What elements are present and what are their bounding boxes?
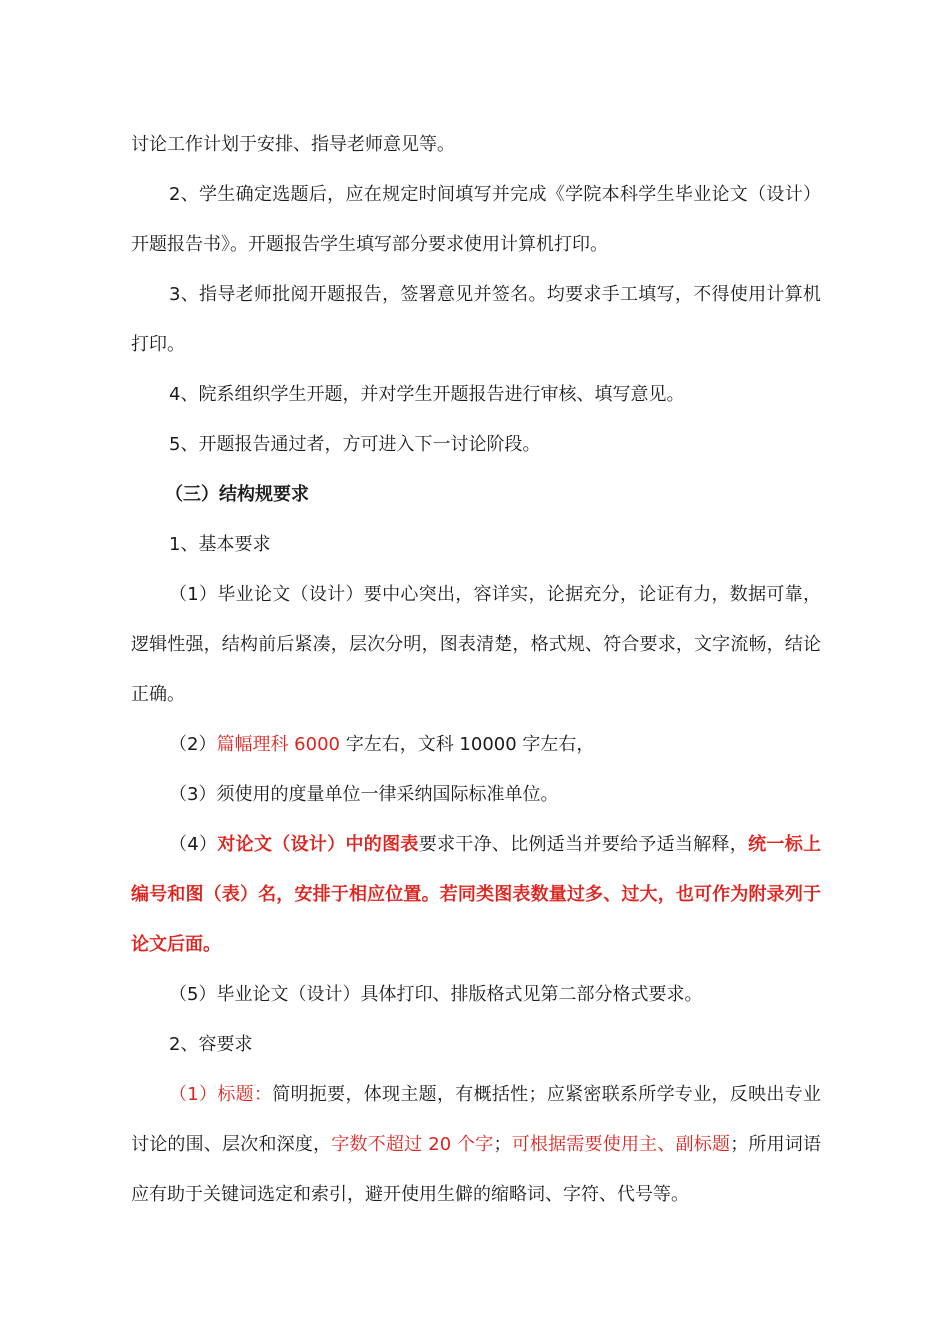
basic-item-2: （2）篇幅理科 6000 字左右，文科 10000 字左右， — [169, 734, 595, 755]
basic-item-3: （3）须使用的度量单位一律采纳国际标准单位。 — [169, 784, 559, 805]
highlight-length: 篇幅理科 6000 — [216, 734, 340, 755]
basic-item-5: （5）毕业论文（设计）具体打印、排版格式见第二部分格式要求。 — [169, 984, 703, 1005]
paragraph-item-2: 2、学生确定选题后，应在规定时间填写并完成《学院本科学生毕业论文（设计）开题报告书》。开题报告学生填写部分要求使用计算机打印。 — [131, 184, 821, 255]
paragraph-item-4: 4、院系组织学生开题，并对学生开题报告进行审核、填写意见。 — [169, 384, 685, 405]
document-body — [131, 120, 821, 1220]
highlight-chart-labels: 统一标上编号和图（表）名，安排于相应位置。若同类图表数量过多、过大，也可作为附录列于论文后面。 — [131, 834, 822, 955]
subsection-basic-requirements: 1、基本要求 — [169, 534, 271, 555]
content-item-1: （1）标题：简明扼要，体现主题，有概括性；应紧密联系所学专业，反映出专业讨论的围、层次和深度，字数不超过 20 个字；可根据需要使用主、副标题；所用词语应有助于关键词选定和索引，避开使用生僻的缩略词、字符、代号等。 — [131, 1084, 822, 1205]
highlight-word-limit: 字数不超过 20 个字 — [331, 1134, 494, 1155]
paragraph-item-3: 3、指导老师批阅开题报告，签署意见并签名。均要求手工填写，不得使用计算机打印。 — [131, 284, 821, 355]
paragraph-continuation: 讨论工作计划于安排、指导老师意见等。 — [131, 134, 455, 155]
highlight-charts: 对论文（设计）中的图表 — [217, 834, 419, 855]
subsection-content-requirements: 2、容要求 — [169, 1034, 253, 1055]
paragraph-item-5: 5、开题报告通过者，方可进入下一讨论阶段。 — [169, 434, 541, 455]
highlight-subtitle: 可根据需要使用主、副标题 — [511, 1134, 731, 1155]
basic-item-1: （1）毕业论文（设计）要中心突出，容详实，论据充分，论证有力，数据可靠，逻辑性强，结构前后紧凑，层次分明，图表清楚，格式规、符合要求，文字流畅，结论正确。 — [131, 584, 821, 705]
highlight-title-label: （1）标题： — [169, 1084, 273, 1105]
section-heading: （三）结构规要求 — [165, 484, 309, 505]
basic-item-4: （4）对论文（设计）中的图表要求干净、比例适当并要给予适当解释，统一标上编号和图（表）名，安排于相应位置。若同类图表数量过多、过大，也可作为附录列于论文后面。 — [131, 834, 822, 955]
